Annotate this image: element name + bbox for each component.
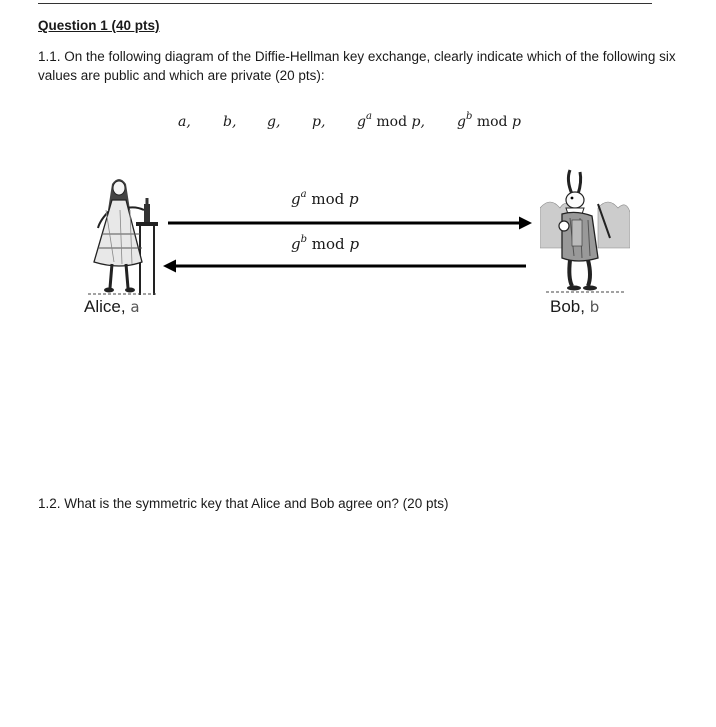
value-g-b-mod-p: $g^b$ mod p: [457, 111, 521, 130]
bob-illustration: [540, 168, 630, 296]
alice-label: Alice, a: [84, 297, 140, 316]
message-to-bob: $g^a$ mod p: [291, 189, 359, 208]
question-title: Question 1 (40 pts): [38, 18, 160, 33]
value-b: b,: [223, 114, 237, 130]
alice-illustration: [84, 170, 160, 300]
question-part1-text: 1.1. On the following diagram of the Diffie-Hellman key exchange, clearly indicate which of the following six values are public and which are private (20 pts):: [38, 49, 676, 83]
value-g-a-mod-p: $g^a$ mod p,: [357, 111, 425, 130]
question-part2-text: 1.2. What is the symmetric key that Alice and Bob agree on? (20 pts): [38, 496, 449, 511]
message-to-alice: $g^b$ mod p: [291, 234, 360, 253]
bob-label: Bob, b: [550, 297, 600, 316]
value-g: g,: [267, 114, 281, 130]
arrow-bob-to-alice: [163, 260, 526, 273]
arrow-alice-to-bob: [168, 217, 532, 230]
value-p: p,: [312, 114, 326, 130]
value-a: a,: [178, 114, 191, 130]
